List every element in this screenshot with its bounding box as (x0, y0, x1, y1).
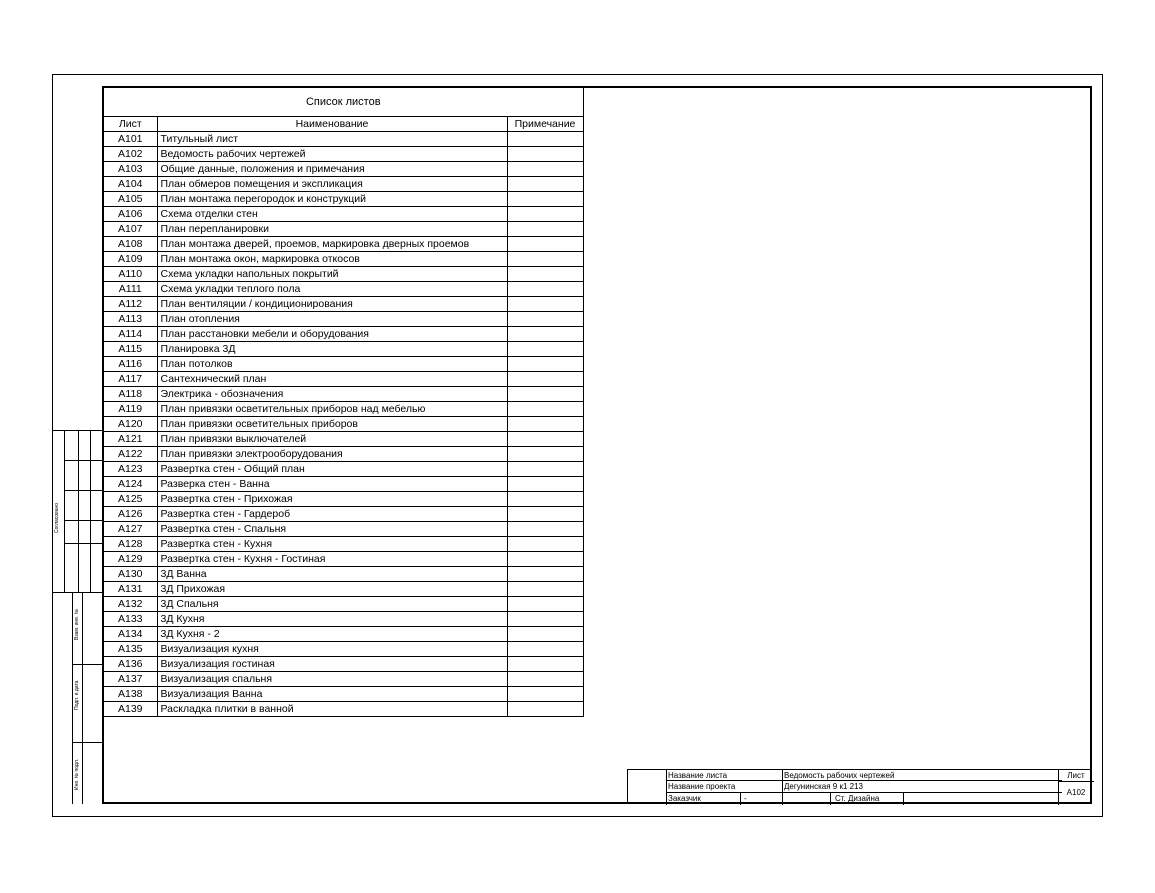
sheet-row-code: А111 (103, 282, 157, 297)
side-stamp-line (64, 543, 102, 544)
sheet-row-note (507, 252, 583, 267)
sheet-row-code: А129 (103, 552, 157, 567)
sheet-row-code: А115 (103, 342, 157, 357)
sheet-row (103, 297, 583, 312)
sheet-row-name: Электрика - обозначения (157, 387, 507, 402)
side-stamp-replaced: Взам. инв. № (74, 609, 80, 640)
side-stamp-replaced-value-cell (82, 593, 102, 665)
sheet-row-code: А108 (103, 237, 157, 252)
sheet-list-body (103, 132, 583, 717)
sheet-row (103, 402, 583, 417)
sheet-row-code: А118 (103, 387, 157, 402)
sheet-row (103, 687, 583, 702)
sheet-row-note (507, 267, 583, 282)
sheet-row-note (507, 162, 583, 177)
side-stamp-sign-date: Подп. и дата (74, 680, 80, 710)
sheet-row-note (507, 207, 583, 222)
title-block (627, 769, 1092, 804)
sheet-row-note (507, 222, 583, 237)
column-header-note: Примечание (507, 117, 583, 132)
sheet-row (103, 252, 583, 267)
sheet-row-code: А138 (103, 687, 157, 702)
sheet-row-name: План расстановки мебели и оборудования (157, 327, 507, 342)
sheet-row (103, 597, 583, 612)
sheet-row-code: А119 (103, 402, 157, 417)
sheet-row (103, 132, 583, 147)
sheet-row-name: План привязки выключателей (157, 432, 507, 447)
sheet-row (103, 162, 583, 177)
sheet-row-name: План обмеров помещения и экспликация (157, 177, 507, 192)
side-stamp-line (64, 460, 102, 461)
sheet-row (103, 192, 583, 207)
sheet-row-note (507, 132, 583, 147)
sheet-row-name: 3Д Кухня (157, 612, 507, 627)
side-stamp-agreed: Согласовано (54, 502, 60, 533)
sheet-row-code: А132 (103, 597, 157, 612)
sheet-row (103, 627, 583, 642)
tb-studio: Ст. Дизайна (835, 794, 880, 803)
sheet-row-code: А135 (103, 642, 157, 657)
sheet-row-code: А112 (103, 297, 157, 312)
side-stamp-sign-value-cell (82, 665, 102, 743)
sheet-row-code: А106 (103, 207, 157, 222)
sheet-row-note (507, 492, 583, 507)
sheet-row-code: А107 (103, 222, 157, 237)
tb-line (830, 792, 831, 805)
sheet-row-note (507, 417, 583, 432)
sheet-row-name: План монтажа окон, маркировка откосов (157, 252, 507, 267)
sheet-row-note (507, 402, 583, 417)
tb-customer-value: - (744, 794, 747, 803)
sheet-row (103, 702, 583, 717)
sheet-row-name: 3Д Спальня (157, 597, 507, 612)
sheet-row (103, 357, 583, 372)
sheet-row-name: Визуализация гостиная (157, 657, 507, 672)
sheet-row-note (507, 567, 583, 582)
sheet-row-name: План вентиляции / кондиционирования (157, 297, 507, 312)
sheet-row-code: А104 (103, 177, 157, 192)
sheet-row-note (507, 507, 583, 522)
sheet-row-name: Визуализация спальня (157, 672, 507, 687)
sheet-row-note (507, 582, 583, 597)
sheet-row-code: А105 (103, 192, 157, 207)
sheet-row (103, 432, 583, 447)
sheet-row (103, 522, 583, 537)
sheet-row-code: А102 (103, 147, 157, 162)
sheet-row-note (507, 297, 583, 312)
tb-sheet-name-value: Ведомость рабочих чертежей (784, 771, 895, 780)
sheet-row-name: План потолков (157, 357, 507, 372)
sheet-row-name: Визуализация Ванна (157, 687, 507, 702)
sheet-row (103, 642, 583, 657)
sheet-row-code: А101 (103, 132, 157, 147)
sheet-row-name: Визуализация кухня (157, 642, 507, 657)
sheet-row-code: А103 (103, 162, 157, 177)
sheet-row (103, 612, 583, 627)
sheet-row-code: А136 (103, 657, 157, 672)
sheet-row (103, 552, 583, 567)
sheet-row-note (507, 432, 583, 447)
sheet-row (103, 282, 583, 297)
sheet-row-code: А121 (103, 432, 157, 447)
sheet-row-note (507, 342, 583, 357)
sheet-row-note (507, 147, 583, 162)
sheet-row-note (507, 522, 583, 537)
sheet-row (103, 657, 583, 672)
sheet-row (103, 567, 583, 582)
sheet-row (103, 312, 583, 327)
tb-line (903, 792, 904, 805)
sheet-row-code: А120 (103, 417, 157, 432)
sheet-row-name: Сантехнический план (157, 372, 507, 387)
sheet-row-name: План монтажа перегородок и конструкций (157, 192, 507, 207)
sheet-row-name: Общие данные, положения и примечания (157, 162, 507, 177)
sheet-row-code: А131 (103, 582, 157, 597)
sheet-row-name: Развертка стен - Общий план (157, 462, 507, 477)
sheet-row-name: Ведомость рабочих чертежей (157, 147, 507, 162)
sheet-list-title: Список листов (103, 87, 583, 117)
sheet-row-name: 3Д Прихожая (157, 582, 507, 597)
sheet-row (103, 222, 583, 237)
sheet-row-name: 3Д Кухня - 2 (157, 627, 507, 642)
sheet-row-note (507, 462, 583, 477)
sheet-row-note (507, 282, 583, 297)
sheet-row-name: План перепланировки (157, 222, 507, 237)
sheet-row-code: А134 (103, 627, 157, 642)
sheet-row-code: А122 (103, 447, 157, 462)
sheet-row-name: Схема отделки стен (157, 207, 507, 222)
sheet-row (103, 492, 583, 507)
sheet-row-code: А116 (103, 357, 157, 372)
sheet-row (103, 507, 583, 522)
sheet-row (103, 672, 583, 687)
sheet-row (103, 342, 583, 357)
sheet-row-name: Разверка стен - Ванна (157, 477, 507, 492)
side-stamp-inv-orig: Инв. № подл. (74, 758, 80, 790)
sheet-row-note (507, 192, 583, 207)
sheet-row-code: А123 (103, 462, 157, 477)
tb-customer-label: Заказчик (668, 794, 701, 803)
sheet-row-code: А109 (103, 252, 157, 267)
sheet-row-note (507, 357, 583, 372)
sheet-row-name: План привязки осветительных приборов над мебелью (157, 402, 507, 417)
tb-project-name-label: Название проекта (668, 782, 736, 791)
sheet-row (103, 327, 583, 342)
sheet-row-name: Планировка 3Д (157, 342, 507, 357)
sheet-row-code: А117 (103, 372, 157, 387)
sheet-row-code: А114 (103, 327, 157, 342)
tb-line (1058, 781, 1094, 782)
sheet-row-note (507, 312, 583, 327)
sheet-list-table (102, 86, 584, 717)
sheet-row-note (507, 177, 583, 192)
sheet-row-code: А133 (103, 612, 157, 627)
sheet-row-name: Титульный лист (157, 132, 507, 147)
sheet-row-name: Развертка стен - Прихожая (157, 492, 507, 507)
sheet-row-note (507, 372, 583, 387)
sheet-row (103, 177, 583, 192)
sheet-row-name: План привязки электрооборудования (157, 447, 507, 462)
sheet-row-name: Схема укладки теплого пола (157, 282, 507, 297)
sheet-row (103, 267, 583, 282)
side-stamp-line (64, 520, 102, 521)
sheet-row-code: А139 (103, 702, 157, 717)
side-stamp-inv-value-cell (82, 743, 102, 804)
sheet-row-code: А110 (103, 267, 157, 282)
sheet-row-note (507, 627, 583, 642)
sheet-row (103, 477, 583, 492)
side-stamp-line (64, 490, 102, 491)
sheet-row-note (507, 237, 583, 252)
column-header-code: Лист (103, 117, 157, 132)
side-stamp-agreed-col1 (64, 430, 78, 593)
sheet-row-note (507, 687, 583, 702)
column-header-name: Наименование (157, 117, 507, 132)
sheet-row-name: Развертка стен - Кухня - Гостиная (157, 552, 507, 567)
side-stamp-agreed-col2 (78, 430, 90, 593)
sheet-row-note (507, 642, 583, 657)
sheet-row-name: Раскладка плитки в ванной (157, 702, 507, 717)
sheet-row-name: План привязки осветительных приборов (157, 417, 507, 432)
sheet-row-note (507, 552, 583, 567)
sheet-row-code: А125 (103, 492, 157, 507)
sheet-row-note (507, 657, 583, 672)
sheet-row (103, 387, 583, 402)
sheet-row-name: Развертка стен - Кухня (157, 537, 507, 552)
sheet-row (103, 207, 583, 222)
sheet-row-note (507, 702, 583, 717)
sheet-row (103, 462, 583, 477)
sheet-row (103, 447, 583, 462)
sheet-row-code: А126 (103, 507, 157, 522)
side-stamp-agreed-col3 (90, 430, 102, 593)
sheet-row-note (507, 597, 583, 612)
sheet-row-note (507, 387, 583, 402)
sheet-row-name: Развертка стен - Спальня (157, 522, 507, 537)
sheet-row-name: 3Д Ванна (157, 567, 507, 582)
tb-sheet-number: А102 (1066, 788, 1086, 797)
sheet-row-code: А128 (103, 537, 157, 552)
sheet-row (103, 582, 583, 597)
sheet-row-code: А127 (103, 522, 157, 537)
sheet-row-note (507, 612, 583, 627)
tb-line (740, 792, 741, 805)
sheet-row-note (507, 327, 583, 342)
sheet-row-code: А113 (103, 312, 157, 327)
tb-sheet-name-label: Название листа (668, 771, 728, 780)
sheet-row-name: План монтажа дверей, проемов, маркировка дверных проемов (157, 237, 507, 252)
sheet-row-code: А124 (103, 477, 157, 492)
sheet-row-note (507, 537, 583, 552)
sheet-row-name: План отопления (157, 312, 507, 327)
sheet-row-name: Схема укладки напольных покрытий (157, 267, 507, 282)
sheet-row (103, 372, 583, 387)
sheet-row-name: Развертка стен - Гардероб (157, 507, 507, 522)
tb-sheet-label: Лист (1067, 771, 1085, 780)
sheet-row (103, 537, 583, 552)
sheet-row-note (507, 477, 583, 492)
sheet-row-code: А130 (103, 567, 157, 582)
sheet-row-code: А137 (103, 672, 157, 687)
sheet-row (103, 237, 583, 252)
sheet-row-note (507, 672, 583, 687)
sheet-row (103, 147, 583, 162)
tb-project-name-value: Дегунинская 9 к1 213 (784, 782, 863, 791)
sheet-row (103, 417, 583, 432)
sheet-row-note (507, 447, 583, 462)
